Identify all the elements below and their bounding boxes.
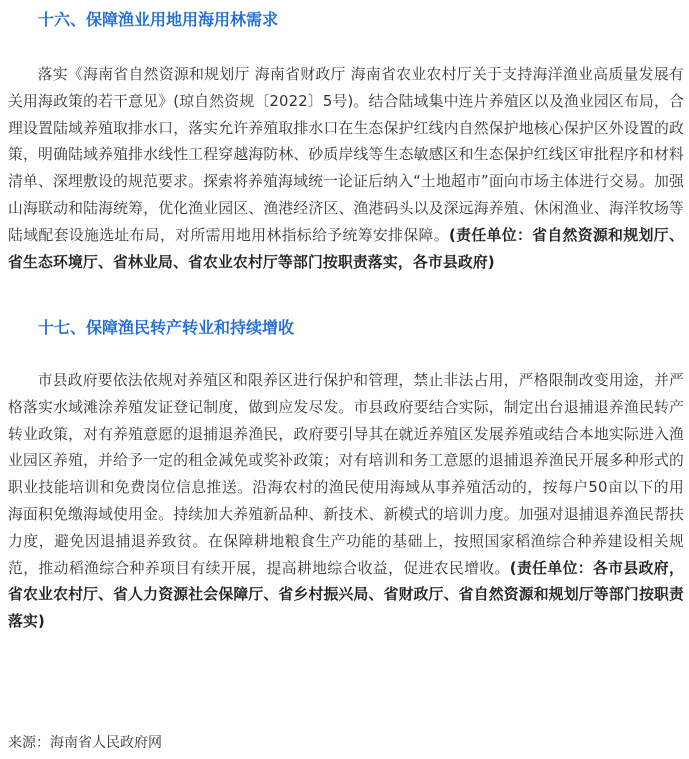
section-heading-17: 十七、保障渔民转产转业和持续增收 <box>38 318 295 337</box>
section-paragraph-17 <box>8 368 684 636</box>
paragraph-body-17: 市县政府要依法依规对养殖区和限养区进行保护和管理，禁止非法占用，严格限制改变用途，并严格落实水域滩涂养殖发证登记制度，做到应发尽发。市县政府要结合实际，制定出台退捕退养渔民转产转业政策，对有养殖意愿的退捕退养渔民，政府要引导其在就近养殖区发展养殖或结合本地实际进入渔业园区养殖，并给予一定的租金减免或奖补政策；对有培训和务工意愿的退捕退养渔民开展多种形式的职业技能培训和免费岗位信息推送。沿海农村的渔民使用海域从事养殖活动的，按每户50亩以下的用海面积免缴海域使用金。持续加大养殖新品种、新技术、新模式的培训力度。加强对退捕退养渔民帮扶力度，避免因退捕退养致贫。在保障耕地粮食生产功能的基础上，按照国家稻渔综合种养建设相关规范，推动稻渔综合种养项目有续开展，提高耕地综合收益，促进农民增收。 <box>8 372 684 577</box>
section-paragraph-16 <box>8 62 684 276</box>
responsibility-note-17: (责任单位：各市县政府，省农业农村厅、省人力资源社会保障厅、省乡村振兴局、省财政厅、省自然资源和规划厅等部门按职责落实) <box>8 559 684 631</box>
responsibility-note-16: (责任单位：省自然资源和规划厅、省生态环境厅、省林业局、省农业农村厅等部门按职责落实，各市县政府) <box>8 226 684 271</box>
paragraph-body-16: 落实《海南省自然资源和规划厅 海南省财政厅 海南省农业农村厅关于支持海洋渔业高质量发展有关用海政策的若干意见》(琼自然资规〔2022〕5号)。结合陆域集中连片养殖区以及渔业园区布局，合理设置陆域养殖取排水口，落实允许养殖取排水口在生态保护红线内自然保护地核心保护区外设置的政策，明确陆域养殖排水线性工程穿越海防林、砂质岸线等生态敏感区和生态保护红线区审批程序和材料清单、深埋敷设的规范要求。探索将养殖海域统一论证后纳入“土地超市”面向市场主体进行交易。加强山海联动和陆海统筹，优化渔业园区、渔港经济区、渔港码头以及深远海养殖、休闲渔业、海洋牧场等陆域配套设施选址布局，对所需用地用林指标给予统筹安排保障。 <box>8 66 684 244</box>
section-heading-16: 十六、保障渔业用地用海用林需求 <box>38 10 279 29</box>
source-line: 来源：海南省人民政府网 <box>8 735 162 751</box>
